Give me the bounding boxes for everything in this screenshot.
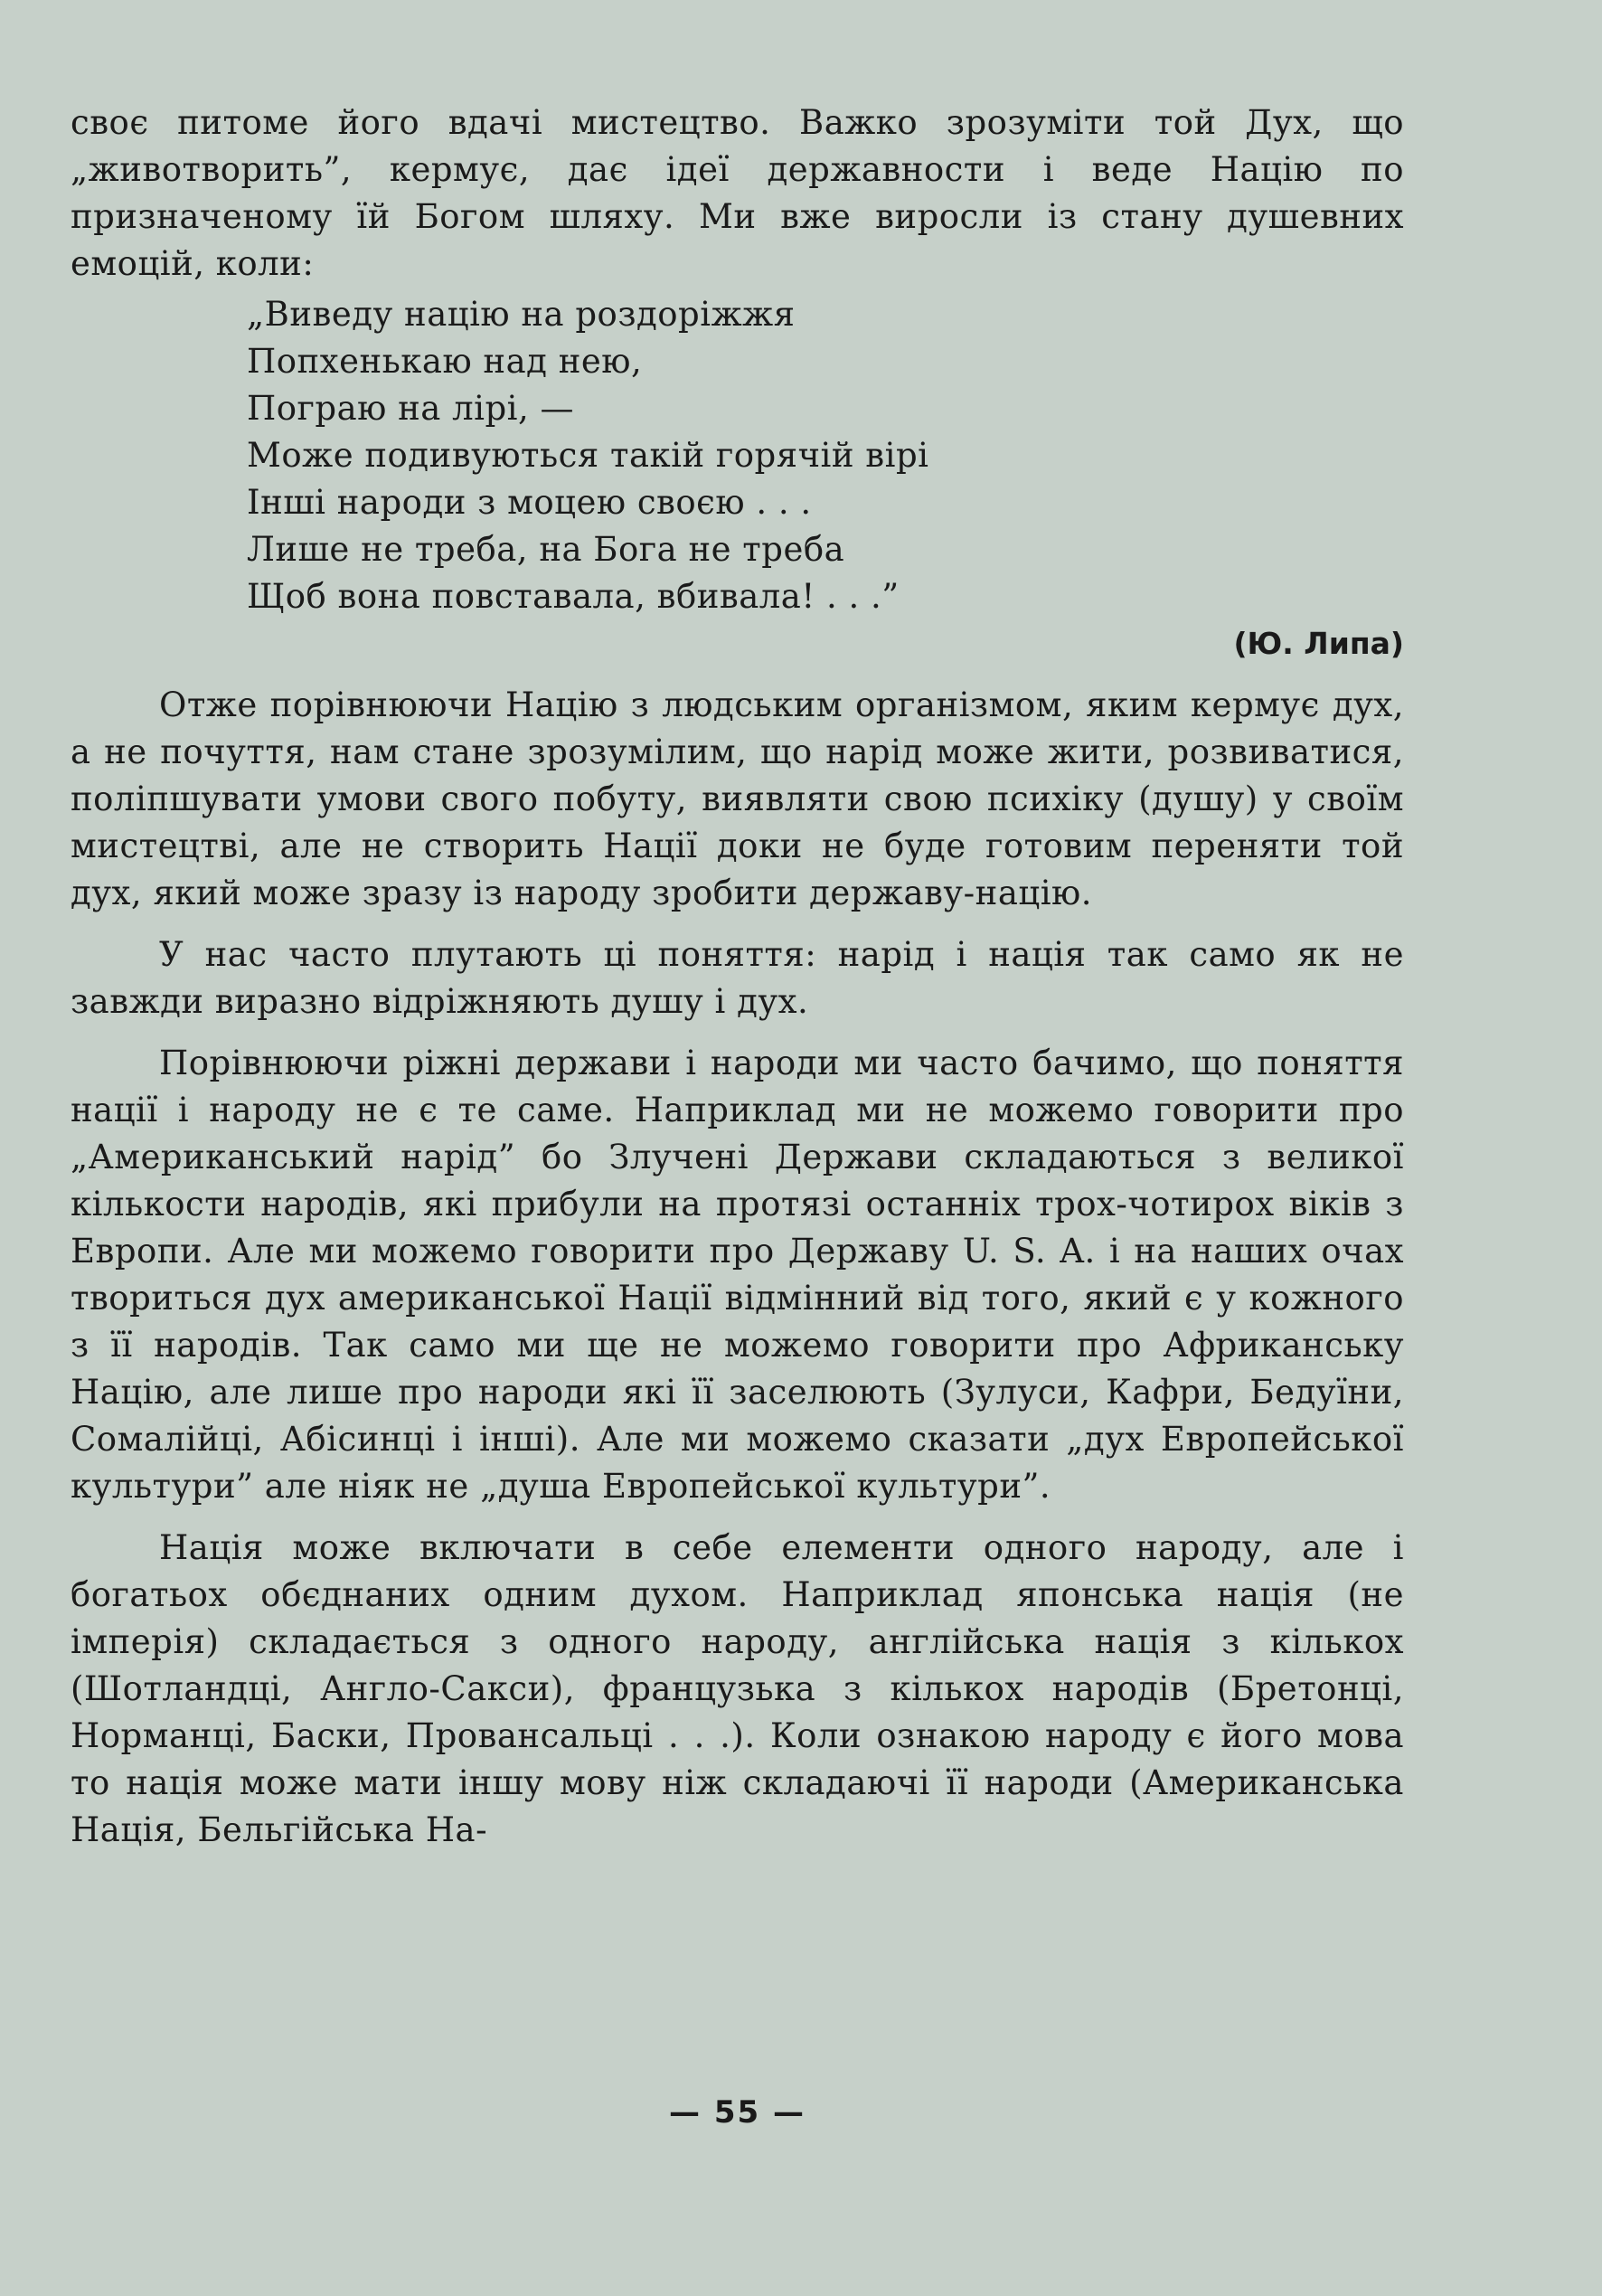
body-paragraph: У нас часто плутають ці поняття: нарід і нація так само як не завжди виразно відріжняють душу і дух. [71, 935, 1404, 1021]
poem-line: „Виведу націю на роздоріжжя [247, 295, 796, 334]
body-paragraph: Порівнюючи ріжні держави і народи ми часто бачимо, що поняття нації і народу не є те саме. Наприклад ми не можемо говорити про „Американський нарід” бо Злучені Держави складаються з великої кількости народів, які прибули на протязі останніх трох-чотирох віків з Европи. Але ми можемо говорити про Державу U. S. A. і на наших очах твориться дух американської Нації відмінний від того, який є у кожного з її народів. Так само ми ще не можемо говорити про Африканську Націю, але лише про народи які її заселюють (Зулуси, Кафри, Бедуїни, Сомалійці, Абісинці і інші). Але ми можемо сказати „дух Европейської культури” але ніяк не „душа Европейської культури”. [71, 1044, 1404, 1506]
poem-line: Може подивуються такій горячій вірі [247, 436, 929, 475]
page-number: — 55 — [669, 2094, 806, 2131]
poem-line: Пограю на лірі, — [247, 389, 575, 428]
body-paragraph: Нація може включати в себе елементи одного народу, але і богатьох обєднаних одним духом. Наприклад японська нація (не імперія) складається з одного народу, англійська нація з кількох (Шотландці, Англо-Сакси), французька з кількох народів (Бретонці, Норманці, Баски, Провансальці . . .). Коли ознакою народу є його мова то нація може мати іншу мову ніж складаючі її народи (Американська Нація, Бельгійська На- [71, 1528, 1404, 1849]
intro-paragraph: своє питоме його вдачі мистецтво. Важко зрозуміти той Дух, що „животворить”, кермує, дає ідеї державности і веде Націю по призначеному їй Богом шляху. Ми вже виросли із стану душевних емоцій, коли: [71, 103, 1404, 283]
poem-line: Лише не треба, на Бога не треба [247, 530, 845, 569]
page-body [71, 99, 1404, 2270]
poem-line: Інші народи з моцею своєю . . . [247, 483, 812, 522]
poem-attribution: (Ю. Липа) [1233, 626, 1404, 661]
body-paragraph: Отже порівнюючи Націю з людським організмом, яким кермує дух, а не почуття, нам стане зрозумілим, що нарід може жити, розвиватися, поліпшувати умови свого побуту, виявляти свою психіку (душу) у своїм мистецтві, але не створить Нації доки не буде готовим переняти той дух, який може зразу із народу зробити державу-націю. [71, 685, 1404, 912]
poem-line: Попхенькаю над нею, [247, 342, 643, 381]
poem-line: Щоб вона повставала, вбивала! . . .” [247, 577, 900, 616]
poem-quote [247, 291, 1404, 620]
